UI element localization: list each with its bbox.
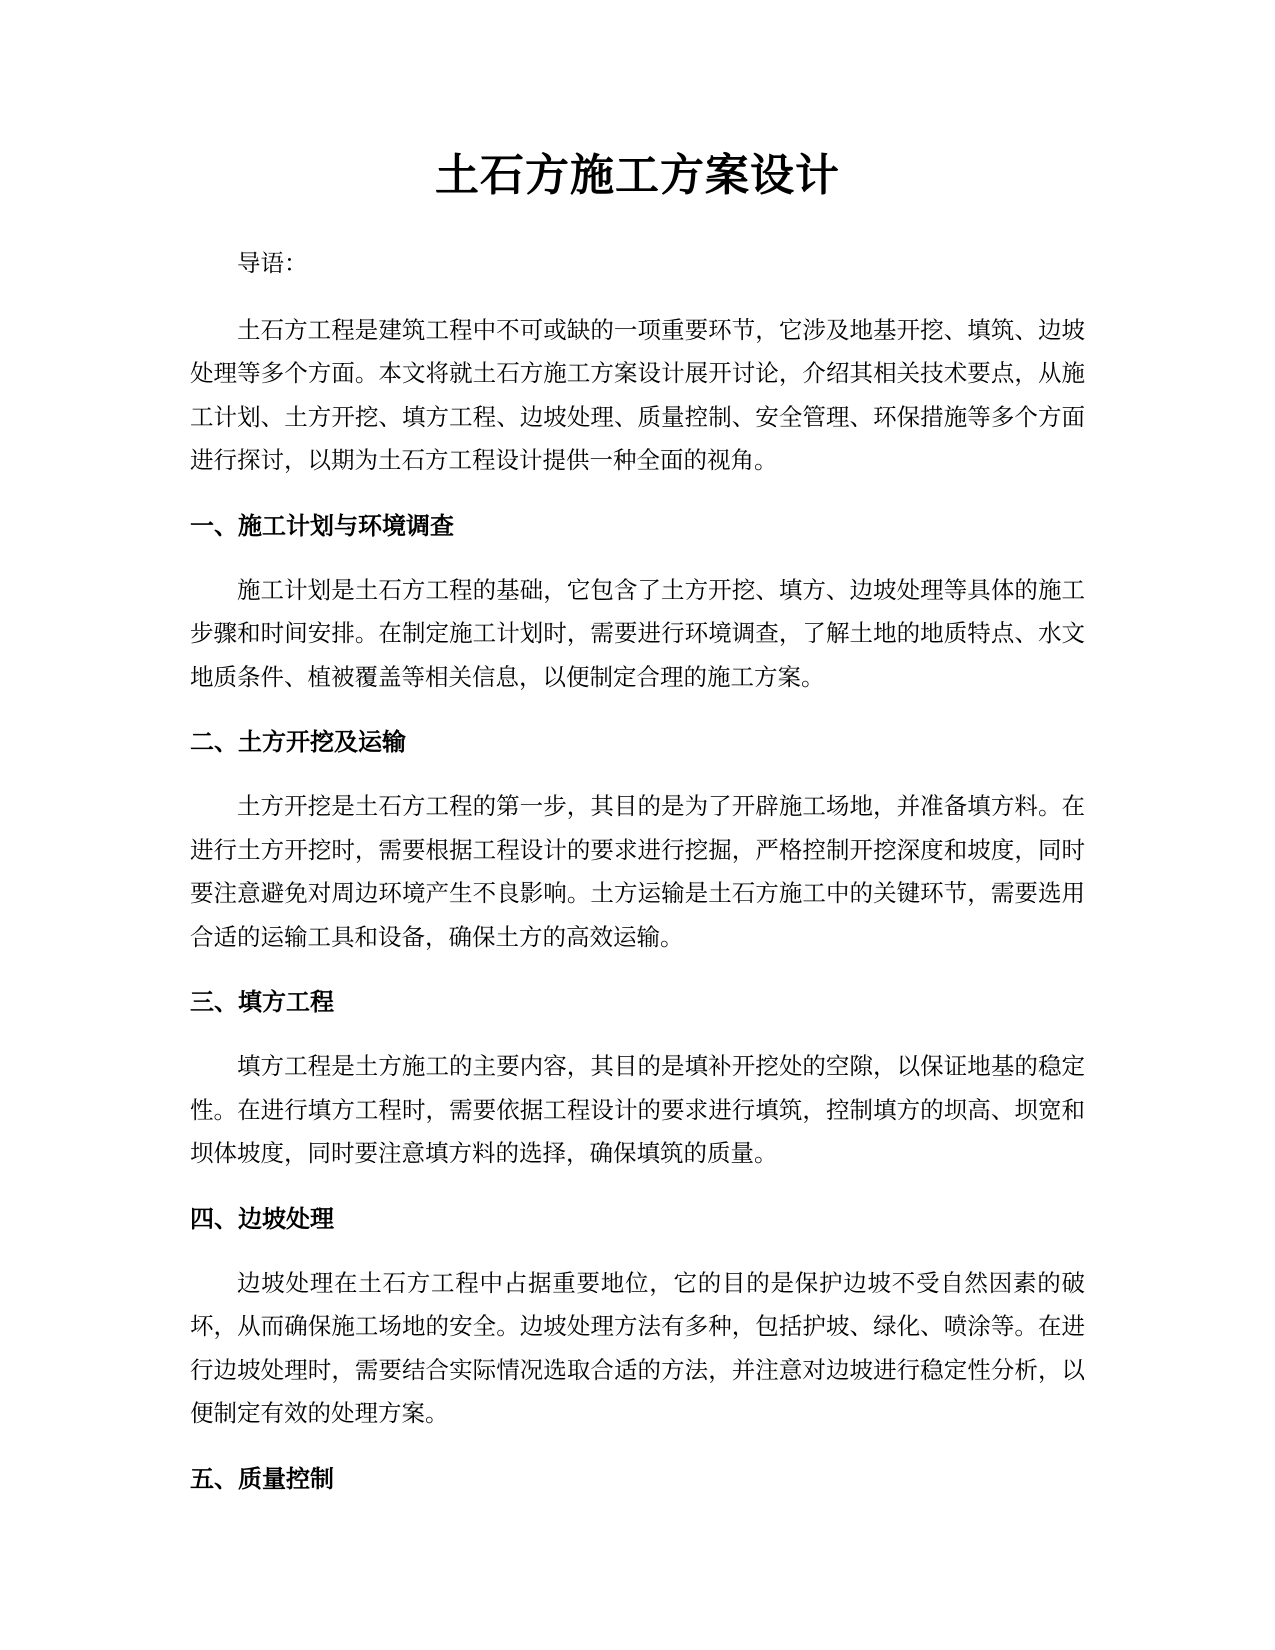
section-paragraph-2: 土方开挖是土石方工程的第一步，其目的是为了开辟施工场地，并准备填方料。在进行土方开挖时，需要根据工程设计的要求进行挖掘，严格控制开挖深度和坡度，同时要注意避免对周边环境产生不良影响。土方运输是土石方施工中的关键环节，需要选用合适的运输工具和设备，确保土方的高效运输。 bbox=[190, 792, 1085, 951]
section-heading-2: 二、土方开挖及运输 bbox=[190, 728, 406, 756]
section-heading-1: 一、施工计划与环境调查 bbox=[190, 511, 454, 540]
intro-label: 导语： bbox=[237, 249, 308, 277]
section-paragraph-1: 施工计划是土石方工程的基础，它包含了土方开挖、填方、边坡处理等具体的施工步骤和时间安排。在制定施工计划时，需要进行环境调查，了解土地的地质特点、水文地质条件、植被覆盖等相关信息，以便制定合理的施工方案。 bbox=[190, 575, 1085, 691]
document-body bbox=[190, 242, 1085, 1522]
section-heading-3: 三、填方工程 bbox=[190, 988, 334, 1016]
intro-paragraph: 土石方工程是建筑工程中不可或缺的一项重要环节，它涉及地基开挖、填筑、边坡处理等多个方面。本文将就土石方施工方案设计展开讨论，介绍其相关技术要点，从施工计划、土方开挖、填方工程、边坡处理、质量控制、安全管理、环保措施等多个方面进行探讨，以期为土石方工程设计提供一种全面的视角。 bbox=[190, 315, 1085, 474]
section-heading-5: 五、质量控制 bbox=[190, 1464, 334, 1493]
section-heading-4: 四、边坡处理 bbox=[190, 1204, 334, 1233]
section-paragraph-3: 填方工程是土方施工的主要内容，其目的是填补开挖处的空隙，以保证地基的稳定性。在进行填方工程时，需要依据工程设计的要求进行填筑，控制填方的坝高、坝宽和坝体坡度，同时要注意填方料的选择，确保填筑的质量。 bbox=[190, 1052, 1085, 1167]
document-title: 土石方施工方案设计 bbox=[435, 150, 840, 201]
section-paragraph-4: 边坡处理在土石方工程中占据重要地位，它的目的是保护边坡不受自然因素的破坏，从而确保施工场地的安全。边坡处理方法有多种，包括护坡、绿化、喷涂等。在进行边坡处理时，需要结合实际情况选取合适的方法，并注意对边坡进行稳定性分析，以便制定有效的处理方案。 bbox=[190, 1268, 1085, 1427]
